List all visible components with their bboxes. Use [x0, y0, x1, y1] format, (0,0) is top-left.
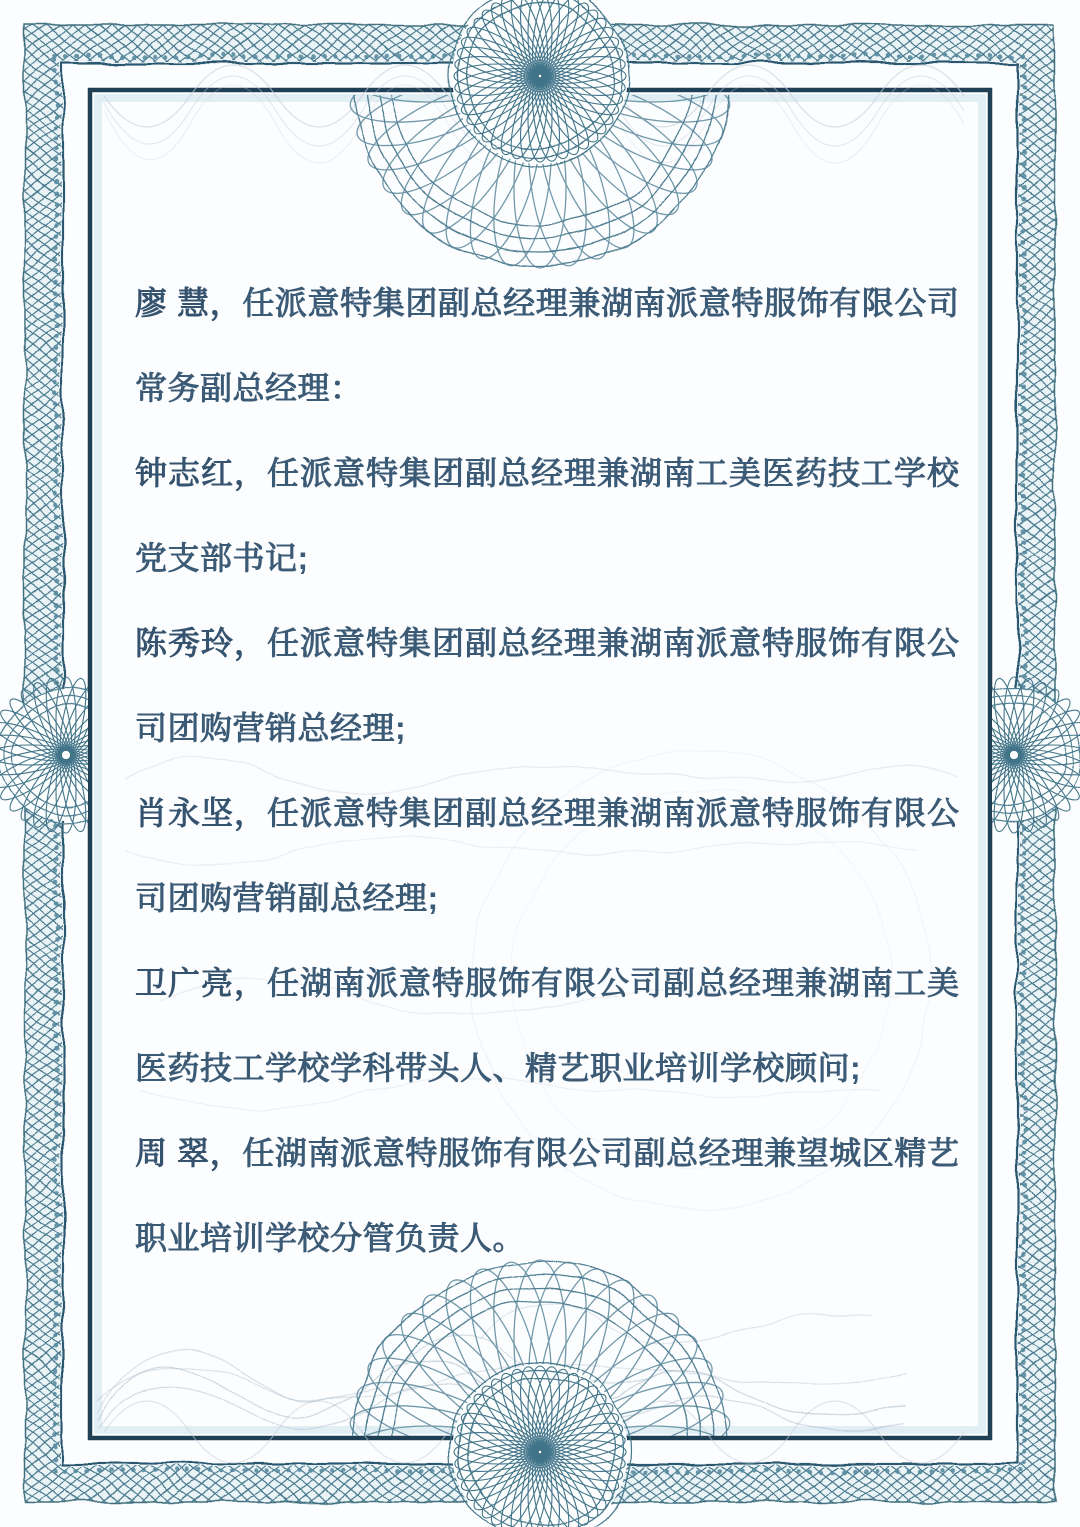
- left-rosette: [0, 677, 144, 834]
- appointment-paragraph: [135, 261, 959, 431]
- person-name: 肖永坚，: [135, 795, 267, 831]
- text-line: [135, 1026, 959, 1111]
- appointment-text: 任派意特集团副总经理兼湖南工美医药技工学校: [267, 455, 959, 491]
- text-line: [135, 346, 959, 431]
- appointment-paragraph: [135, 941, 959, 1111]
- appointment-text: 任湖南派意特服饰有限公司副总经理兼望城区精艺: [242, 1135, 959, 1171]
- appointment-paragraph: [135, 771, 959, 941]
- appointment-text: 任派意特集团副总经理兼湖南派意特服饰有限公: [267, 795, 959, 831]
- text-line: [135, 941, 959, 1026]
- appointment-paragraph: [135, 431, 959, 601]
- person-name: 廖 慧，: [135, 285, 243, 321]
- person-name: 钟志红，: [135, 455, 267, 491]
- appointment-paragraph: [135, 601, 959, 771]
- appointment-text: 常务副总经理：: [135, 370, 363, 406]
- appointment-text: 任湖南派意特服饰有限公司副总经理兼湖南工美: [267, 965, 959, 1001]
- appointment-text: 司团购营销总经理;: [135, 710, 407, 746]
- text-line: [135, 771, 959, 856]
- appointment-text: 党支部书记;: [135, 540, 309, 576]
- person-name: 陈秀玲，: [135, 625, 267, 661]
- text-line: [135, 686, 959, 771]
- person-name: 卫广亮，: [135, 965, 267, 1001]
- person-name: 周 翠，: [135, 1135, 243, 1171]
- appointment-text: 任派意特集团副总经理兼湖南派意特服饰有限公司: [242, 285, 959, 321]
- text-line: [135, 601, 959, 686]
- text-line: [135, 1111, 959, 1196]
- text-line: [135, 1196, 959, 1281]
- text-line: [135, 516, 959, 601]
- appointment-text: 职业培训学校分管负责人。: [135, 1220, 526, 1256]
- text-line: [135, 431, 959, 516]
- appointment-text: 医药技工学校学科带头人、精艺职业培训学校顾问;: [135, 1050, 862, 1086]
- appointment-text: 任派意特集团副总经理兼湖南派意特服饰有限公: [267, 625, 959, 661]
- appointment-paragraph: [135, 1111, 959, 1281]
- text-line: [135, 856, 959, 941]
- appointment-list: [135, 261, 959, 1281]
- appointment-text: 司团购营销副总经理;: [135, 880, 439, 916]
- text-line: [135, 261, 959, 346]
